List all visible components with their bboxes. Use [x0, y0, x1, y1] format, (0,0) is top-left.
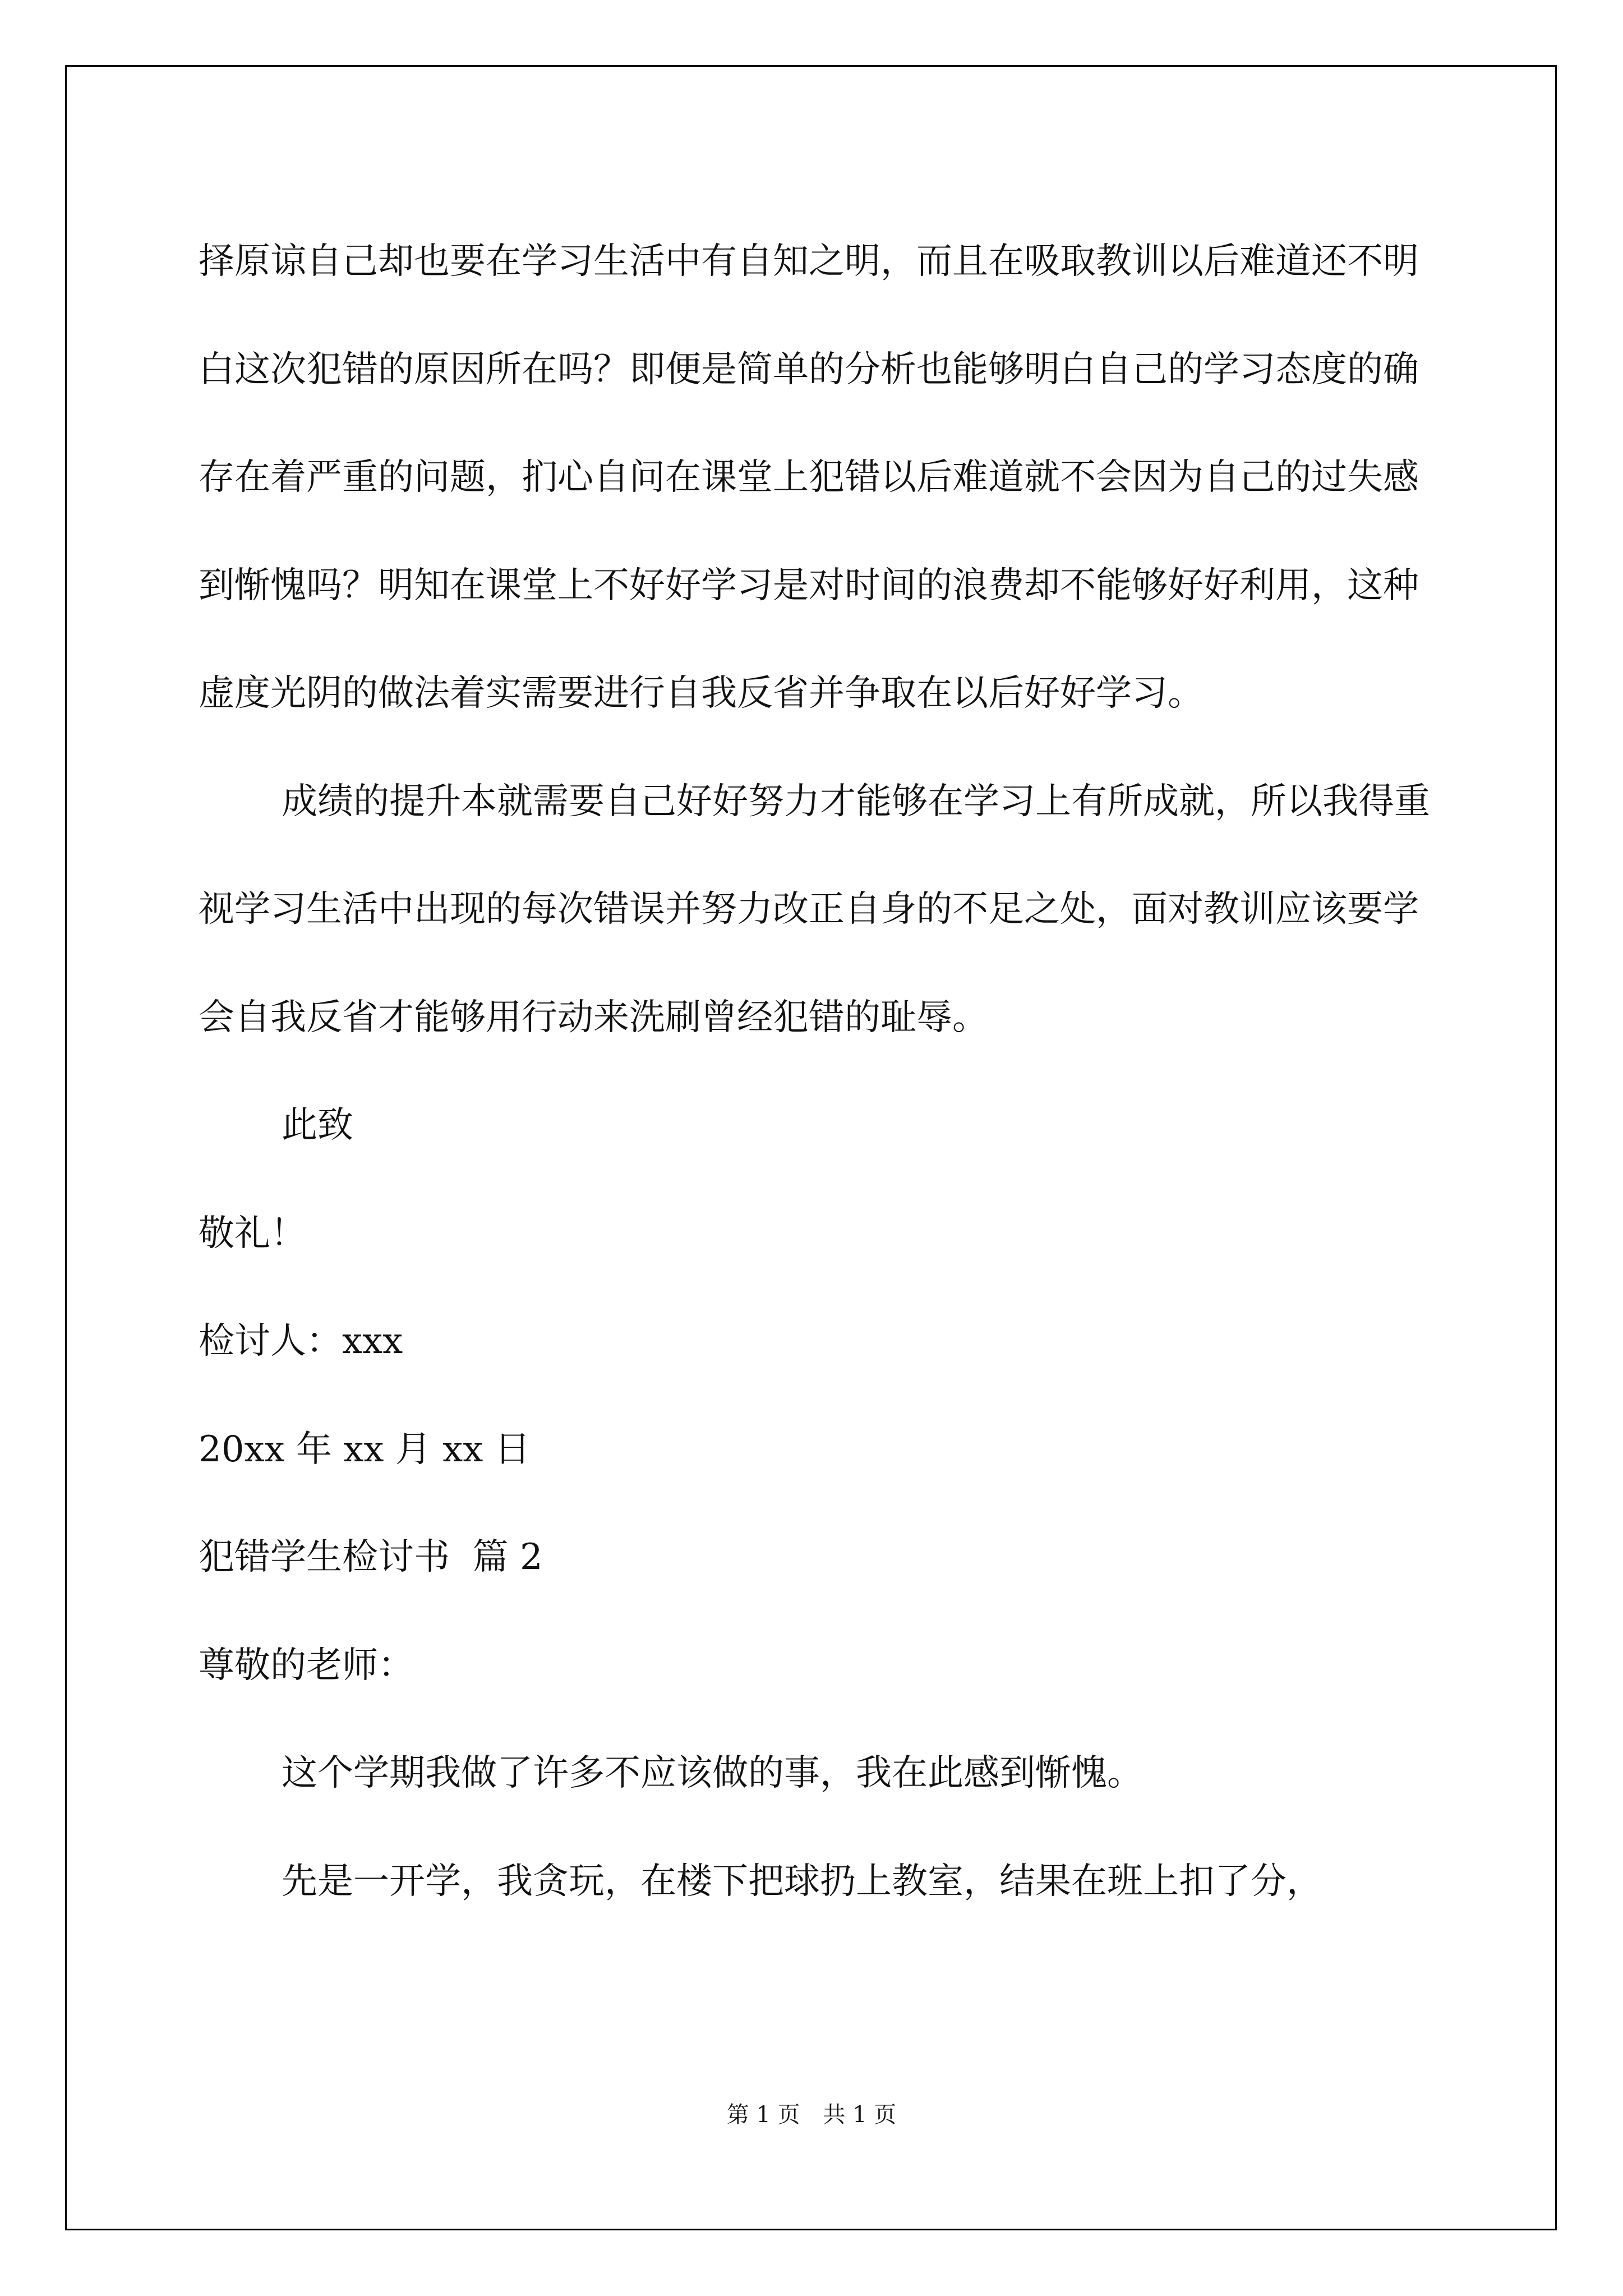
paragraph-improvement: 成绩的提升本就需要自己好好努力才能够在学习上有所成就，所以我得重视学习生活中出现的每次错误并努力改正自身的不足之处，面对教训应该要学会自我反省才能够用行动来洗刷曾经犯错的耻辱。 [199, 780, 1430, 1038]
paragraph-reflection: 择原谅自己却也要在学习生活中有自知之明，而且在吸取教训以后难道还不明白这次犯错的原因所在吗？即便是简单的分析也能够明白自己的学习态度的确存在着严重的问题，扪心自问在课堂上犯错以后难道就不会因为自己的过失感到惭愧吗？明知在课堂上不好好学习是对时间的浪费却不能够好好利用，这种虚度光阴的做法着实需要进行自我反省并争取在以后好好学习。 [199, 241, 1419, 714]
page-number: 第 1 页 [726, 2102, 800, 2128]
document-body [199, 208, 1432, 1935]
closing-respect: 敬礼！ [199, 1212, 306, 1254]
section-title: 犯错学生检讨书 篇 2 [199, 1536, 543, 1578]
signature-line: 检讨人：xxx [199, 1320, 403, 1362]
greeting-line: 尊敬的老师： [199, 1644, 414, 1686]
date-line: 20xx 年 xx 月 xx 日 [199, 1428, 531, 1470]
page-total: 共 1 页 [823, 2102, 897, 2128]
paragraph-intro: 这个学期我做了许多不应该做的事，我在此感到惭愧。 [282, 1752, 1143, 1794]
paragraph-first-incident: 先是一开学，我贪玩，在楼下把球扔上教室，结果在班上扣了分， [282, 1860, 1322, 1902]
page-footer [0, 2097, 1623, 2129]
closing-salutation: 此致 [282, 1105, 353, 1146]
